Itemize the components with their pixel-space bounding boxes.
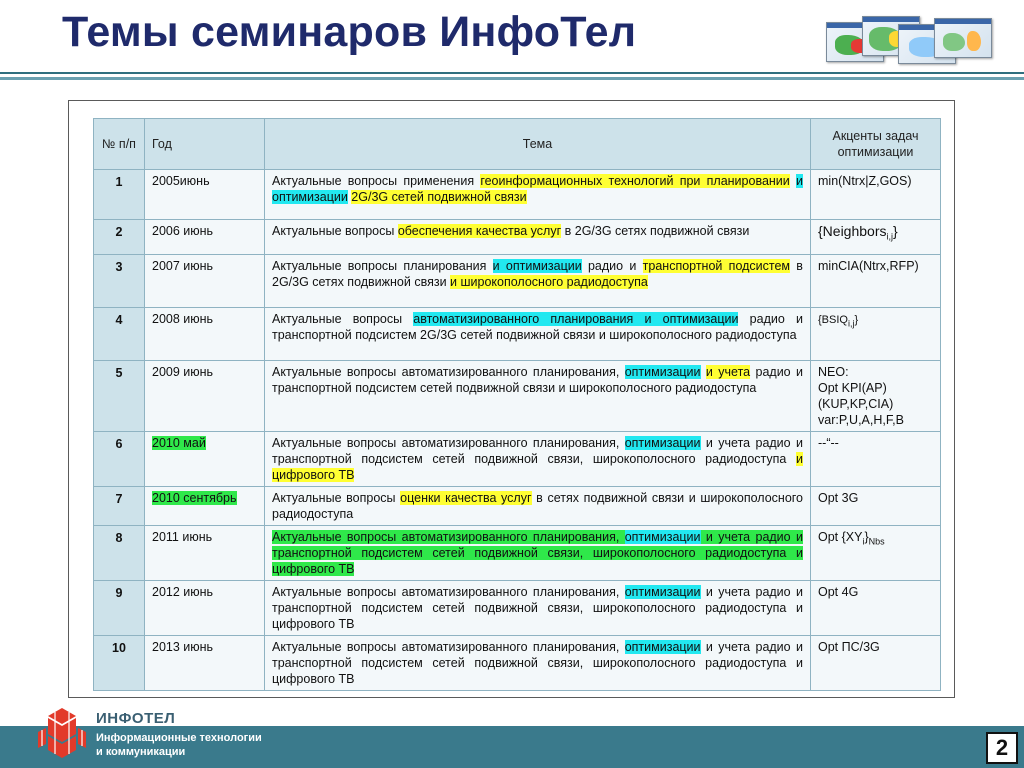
topic-segment: и учета радио и транспортной подсистем сетей подвижной связи, широкополосного радиодоступа bbox=[272, 436, 803, 466]
column-header-year: Год bbox=[145, 119, 265, 170]
row-year-text: 2011 июнь bbox=[152, 530, 213, 544]
row-topic bbox=[265, 487, 811, 526]
row-year-text: 2012 июнь bbox=[152, 585, 214, 599]
row-accent bbox=[811, 220, 941, 255]
row-accent bbox=[811, 255, 941, 308]
topic-segment: оптимизации bbox=[624, 530, 701, 544]
row-year bbox=[145, 487, 265, 526]
column-header-accents: Акценты задач оптимизации bbox=[811, 119, 941, 170]
row-year-text: 2005июнь bbox=[152, 174, 210, 188]
table-header-row bbox=[94, 119, 941, 170]
row-year-text: 2009 июнь bbox=[152, 365, 214, 379]
topic-segment: Актуальные вопросы автоматизированного планирования, bbox=[272, 436, 625, 450]
accent-text: Opt 3G bbox=[818, 491, 859, 505]
row-year bbox=[145, 308, 265, 361]
accent-line: Opt KPI(AP) bbox=[818, 381, 887, 395]
thumbnail-icon bbox=[934, 18, 992, 58]
topic-segment: и оптимизации bbox=[492, 259, 582, 273]
seminar-topics-table bbox=[93, 118, 941, 691]
row-accent bbox=[811, 170, 941, 220]
row-topic bbox=[265, 255, 811, 308]
row-year-text: 2013 июнь bbox=[152, 640, 214, 654]
row-number: 9 bbox=[94, 581, 145, 636]
row-year-text: 2008 июнь bbox=[152, 312, 214, 326]
topic-segment: и учета bbox=[705, 365, 751, 379]
accent-text: min(Ntrx|Z,GOS) bbox=[818, 174, 912, 188]
topic-segment: в сетях подвижной связи и широкополосного радиодоступа bbox=[272, 491, 804, 521]
accent-tail: } bbox=[854, 314, 859, 326]
row-year bbox=[145, 526, 265, 581]
topic-segment: и широкополосного радиодоступа bbox=[450, 275, 648, 289]
accent-line: (KUP,KP,CIA) bbox=[818, 397, 894, 411]
topic-segment: автоматизированного планирования и оптимизации bbox=[413, 312, 739, 326]
brand-subtitle-line2: и коммуникации bbox=[96, 746, 186, 758]
accent-text: Opt {XY bbox=[818, 530, 863, 544]
row-accent bbox=[811, 581, 941, 636]
table-body bbox=[94, 170, 941, 691]
topic-segment: оптимизации bbox=[624, 585, 701, 599]
accent-subscript: i bbox=[862, 536, 865, 547]
row-year bbox=[145, 432, 265, 487]
row-topic bbox=[265, 308, 811, 361]
table-row bbox=[94, 308, 941, 361]
topic-segment: и учета радио и транспортной подсистем сетей подвижной связи, широкополосного радиодоступа и цифрового ТВ bbox=[272, 530, 803, 576]
row-number: 10 bbox=[94, 636, 145, 691]
topic-segment: Актуальные вопросы bbox=[272, 491, 401, 505]
infotel-logo-icon bbox=[36, 706, 88, 760]
row-topic bbox=[265, 361, 811, 432]
topic-segment: геоинформационных технологий при планировании bbox=[480, 174, 790, 188]
topic-segment: Актуальные вопросы автоматизированного планирования, bbox=[272, 365, 625, 379]
row-year-text: 2006 июнь bbox=[152, 224, 214, 238]
row-year bbox=[145, 581, 265, 636]
row-topic bbox=[265, 220, 811, 255]
row-accent bbox=[811, 487, 941, 526]
row-number: 3 bbox=[94, 255, 145, 308]
accent-text: Opt ПС/3G bbox=[818, 640, 880, 654]
topic-segment: оптимизации bbox=[624, 365, 701, 379]
topic-segment: Актуальные вопросы автоматизированного планирования, bbox=[272, 530, 625, 544]
row-year bbox=[145, 361, 265, 432]
accent-text: --“-- bbox=[818, 436, 839, 450]
row-topic bbox=[265, 432, 811, 487]
row-topic bbox=[265, 170, 811, 220]
topic-segment: Актуальные вопросы автоматизированного планирования, bbox=[272, 640, 625, 654]
topic-segment: оценки качества услуг bbox=[400, 491, 532, 505]
table-row bbox=[94, 636, 941, 691]
row-accent bbox=[811, 526, 941, 581]
table-row bbox=[94, 487, 941, 526]
accent-tail: } bbox=[893, 223, 898, 239]
topic-segment: и учета радио и транспортной подсистем сетей подвижной связи, широкополосного радиодоступа и цифрового ТВ bbox=[272, 640, 803, 686]
accent-subscript: i,j bbox=[886, 231, 893, 242]
accent-tail: } bbox=[864, 530, 869, 544]
accent-text: {BSIQ bbox=[818, 314, 848, 326]
row-year bbox=[145, 170, 265, 220]
row-accent bbox=[811, 432, 941, 487]
topic-segment: оптимизации bbox=[624, 640, 701, 654]
page-number: 2 bbox=[986, 732, 1018, 764]
topic-segment: и оптимизации bbox=[272, 174, 803, 204]
accent-subscript: Nbs bbox=[868, 536, 885, 547]
row-number: 1 bbox=[94, 170, 145, 220]
row-number: 2 bbox=[94, 220, 145, 255]
row-number: 6 bbox=[94, 432, 145, 487]
table-row bbox=[94, 526, 941, 581]
row-accent bbox=[811, 308, 941, 361]
row-topic bbox=[265, 636, 811, 691]
table-row bbox=[94, 255, 941, 308]
screenshot-thumbnails-icon bbox=[826, 14, 992, 68]
row-year-text: 2010 сентябрь bbox=[152, 491, 237, 505]
row-year bbox=[145, 255, 265, 308]
row-number: 7 bbox=[94, 487, 145, 526]
title-divider-secondary bbox=[0, 77, 1024, 80]
row-topic bbox=[265, 526, 811, 581]
topic-segment: транспортной подсистем bbox=[642, 259, 791, 273]
column-header-num: № п/п bbox=[94, 119, 145, 170]
topic-segment: радио и bbox=[581, 259, 643, 273]
accent-text: Opt 4G bbox=[818, 585, 859, 599]
accent-text: {Neighbors bbox=[818, 223, 887, 239]
topic-segment: Актуальные вопросы планирования bbox=[272, 259, 493, 273]
topic-segment: 2G/3G сетей подвижной связи bbox=[351, 190, 527, 204]
row-year-text: 2010 май bbox=[152, 436, 206, 450]
column-header-topic: Тема bbox=[265, 119, 811, 170]
topic-segment: Актуальные вопросы автоматизированного планирования, bbox=[272, 585, 625, 599]
page-title: Темы семинаров ИнфоТел bbox=[62, 8, 637, 56]
topic-segment: Актуальные вопросы bbox=[272, 224, 398, 238]
row-year bbox=[145, 220, 265, 255]
topic-segment: радио и транспортной подсистем 2G/3G сетей подвижной связи и широкополосного радиодоступа bbox=[272, 312, 803, 342]
row-number: 5 bbox=[94, 361, 145, 432]
topic-segment: и цифрового ТВ bbox=[272, 452, 803, 482]
brand-subtitle-line1: Информационные технологии bbox=[96, 732, 262, 744]
table-row bbox=[94, 581, 941, 636]
accent-text: minCIA(Ntrx,RFP) bbox=[818, 259, 919, 273]
row-number: 8 bbox=[94, 526, 145, 581]
topic-segment: и учета радио и транспортной подсистем сетей подвижной связи, широкополосного радиодоступа и цифрового ТВ bbox=[272, 585, 803, 631]
table-row bbox=[94, 170, 941, 220]
row-accent bbox=[811, 361, 941, 432]
accent-line: var:P,U,A,H,F,B bbox=[818, 413, 904, 427]
accent-subscript: i,j bbox=[847, 318, 855, 329]
topic-segment: в 2G/3G сетях подвижной связи bbox=[272, 259, 803, 289]
row-accent bbox=[811, 636, 941, 691]
accent-line: NEO: bbox=[818, 365, 849, 379]
table-row bbox=[94, 361, 941, 432]
topic-segment: Актуальные вопросы применения bbox=[272, 174, 481, 188]
title-divider bbox=[0, 72, 1024, 74]
row-year bbox=[145, 636, 265, 691]
topic-segment: радио и транспортной подсистем сетей подвижной связи и широкополосного радиодоступа bbox=[272, 365, 803, 395]
brand-name: ИНФОТЕЛ bbox=[96, 710, 176, 727]
row-number: 4 bbox=[94, 308, 145, 361]
topic-segment: в 2G/3G сетях подвижной связи bbox=[561, 224, 750, 238]
table-row bbox=[94, 432, 941, 487]
topic-segment: Актуальные вопросы bbox=[272, 312, 414, 326]
brand-subtitle bbox=[96, 731, 262, 759]
table-row bbox=[94, 220, 941, 255]
topic-segment: оптимизации bbox=[624, 436, 701, 450]
row-topic bbox=[265, 581, 811, 636]
row-year-text: 2007 июнь bbox=[152, 259, 214, 273]
topic-segment: обеспечения качества услуг bbox=[397, 224, 562, 238]
